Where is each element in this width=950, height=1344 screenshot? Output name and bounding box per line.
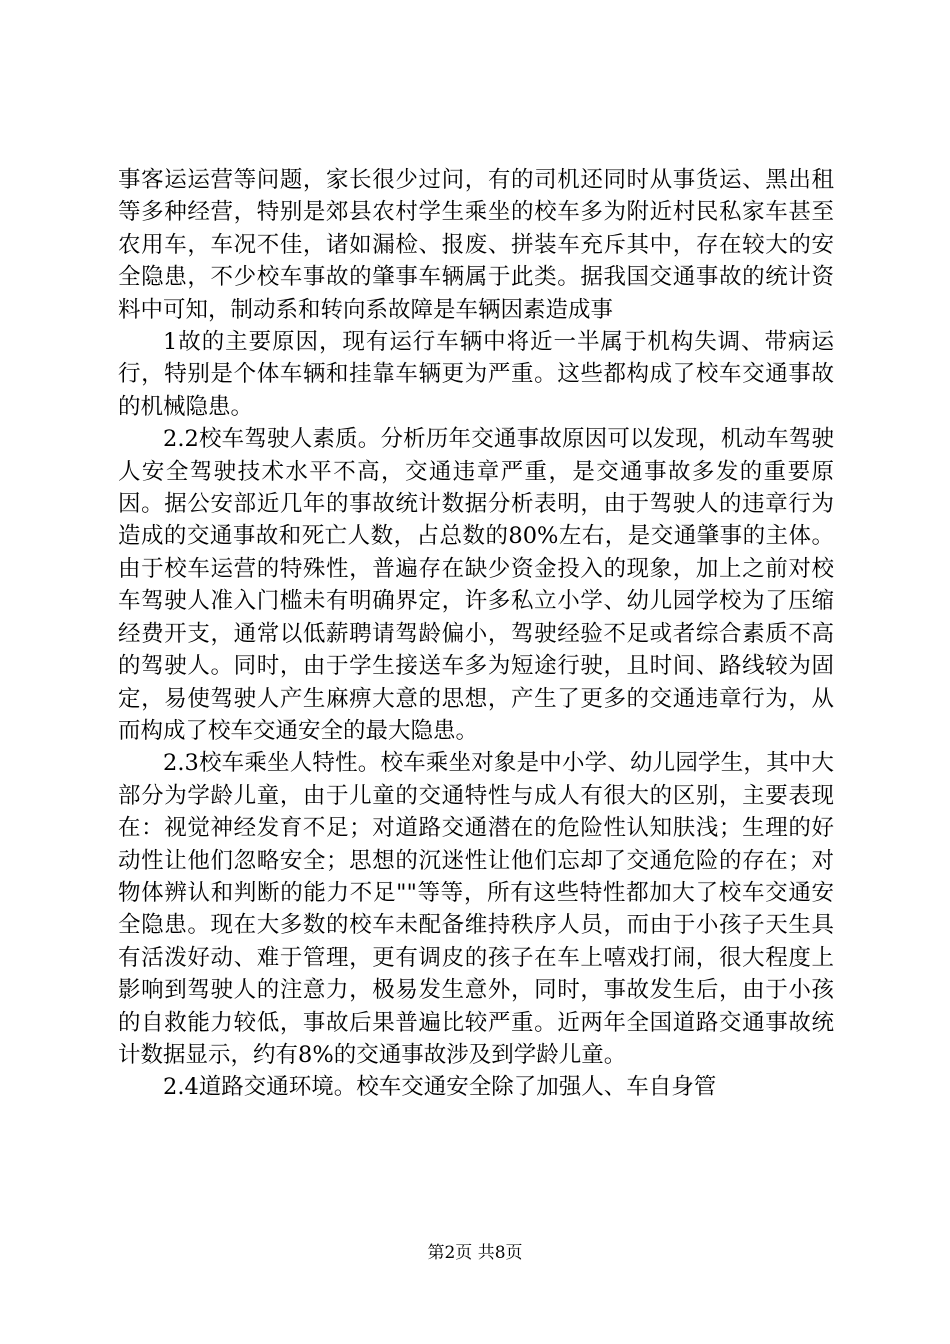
paragraph-section-2-4: 2.4道路交通环境。校车交通安全除了加强人、车自身管 [163,1074,717,1101]
paragraph-section-2-2: 2.2校车驾驶人素质。分析历年交通事故原因可以发现，机动车驾驶人安全驾驶技术水平不高，交通违章严重，是交通事故多发的重要原因。据公安部近几年的事故统计数据分析表明，由于驾驶人的违章行为造成的交通事故和死亡人数，占总数的80%左右，是交通肇事的主体。由于校车运营的特殊性，普遍存在缺少资金投入的现象，加上之前对校车驾驶人准入门槛未有明确界定，许多私立小学、幼儿园学校为了压缩经费开支，通常以低薪聘请驾龄偏小，驾驶经验不足或者综合素质不高的驾驶人。同时，由于学生接送车多为短途行驶，且时间、路线较为固定，易使驾驶人产生麻痹大意的思想，产生了更多的交通违章行为，从而构成了校车交通安全的最大隐患。 [118,426,834,744]
body-text [118,164,834,1104]
paragraph-continued: 事客运运营等问题，家长很少过问，有的司机还同时从事货运、黑出租等多种经营，特别是郊县农村学生乘坐的校车多为附近村民私家车甚至农用车，车况不佳，诸如漏检、报废、拼装车充斥其中，存在较大的安全隐患，不少校车事故的肇事车辆属于此类。据我国交通事故的统计资料中可知，制动系和转向系故障是车辆因素造成事 [118,167,834,323]
page-footer: 第2页 共8页 [427,1243,523,1263]
paragraph-mechanical-hazards: 1故的主要原因，现有运行车辆中将近一半属于机构失调、带病运行，特别是个体车辆和挂靠车辆更为严重。这些都构成了校车交通事故的机械隐患。 [118,329,834,420]
paragraph-section-2-3: 2.3校车乘坐人特性。校车乘坐对象是中小学、幼儿园学生，其中大部分为学龄儿童，由于儿童的交通特性与成人有很大的区别，主要表现在：视觉神经发育不足；对道路交通潜在的危险性认知肤浅；生理的好动性让他们忽略安全；思想的沉迷性让他们忘却了交通危险的存在；对物体辨认和判断的能力不足""等等，所有这些特性都加大了校车交通安全隐患。现在大多数的校车未配备维持秩序人员，而由于小孩子天生具有活泼好动、难于管理，更有调皮的孩子在车上嘻戏打闹，很大程度上影响到驾驶人的注意力，极易发生意外，同时，事故发生后，由于小孩的自救能力较低，事故后果普遍比较严重。近两年全国道路交通事故统计数据显示，约有8%的交通事故涉及到学龄儿童。 [118,750,834,1068]
